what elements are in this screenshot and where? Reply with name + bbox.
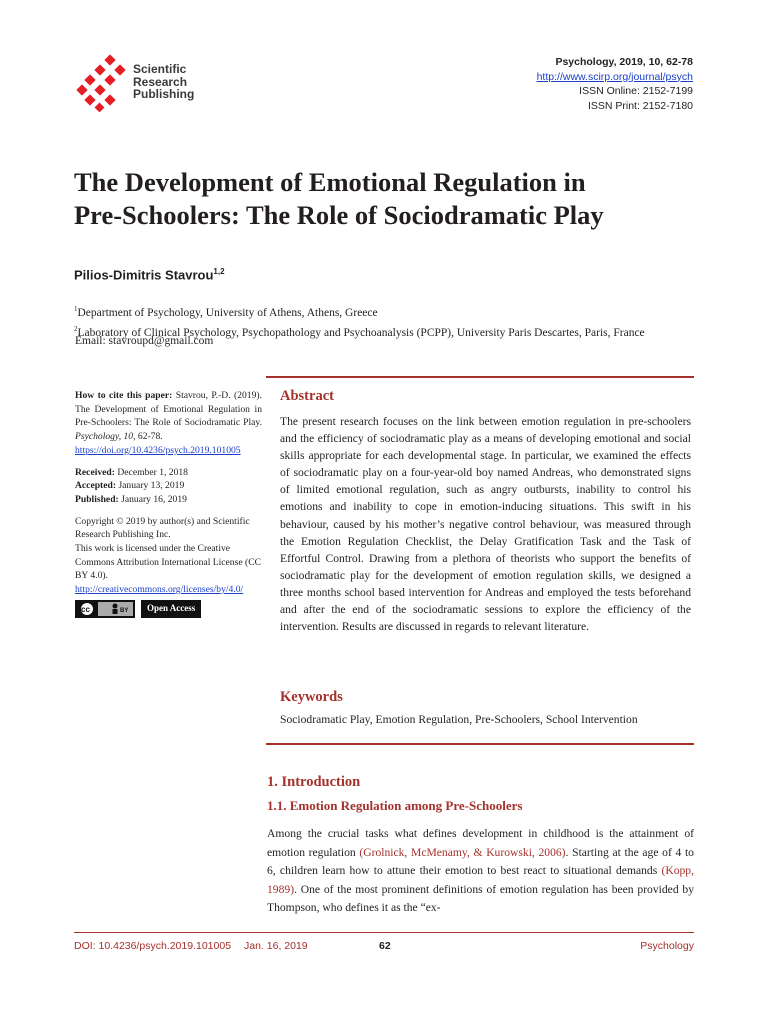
footer-doi: DOI: 10.4236/psych.2019.101005: [74, 940, 232, 952]
introduction-heading: 1. Introduction: [267, 774, 361, 790]
para-text-2: . Starting at the age of 4 to 6, children learn how to attune their emotion to best react to situational demands: [267, 845, 694, 878]
open-access-badge: Open Access: [141, 600, 201, 618]
keywords-body: Sociodramatic Play, Emotion Regulation, Pre-Schoolers, School Intervention: [280, 713, 638, 726]
accepted-value: January 13, 2019: [118, 480, 185, 492]
published-label: Published:: [75, 493, 119, 505]
page-number: 62: [379, 940, 391, 952]
author-affiliation-marks: 1,2: [213, 267, 225, 276]
paper-title-line-1: The Development of Emotional Regulation in: [74, 167, 586, 197]
author-email: Email: stavroupd@gmail.com: [75, 335, 214, 347]
journal-url-link[interactable]: http://www.scirp.org/journal/psych: [536, 70, 693, 83]
license-url-link[interactable]: http://creativecommons.org/licenses/by/4.0/: [75, 584, 244, 596]
introduction-paragraph: [267, 825, 694, 918]
affiliation-1: [74, 301, 645, 321]
cc-badge-text: cc: [81, 604, 90, 614]
publisher-line-2: Research: [133, 74, 188, 89]
citation-sidebar: [75, 389, 262, 618]
author-line: [74, 267, 225, 282]
cc-by-license-icon[interactable]: [75, 600, 135, 618]
journal-meta: [537, 55, 693, 113]
footer-rule: [74, 932, 694, 933]
published-date: [75, 493, 262, 507]
reference-grolnick-2006[interactable]: (Grolnick, McMenamy, & Kurowski, 2006): [359, 845, 566, 859]
affiliation-2-mark: 2: [74, 324, 78, 333]
abstract-heading: Abstract: [280, 388, 334, 404]
license-badges: [75, 600, 262, 618]
copyright-notice: Copyright © 2019 by author(s) and Scientific Research Publishing Inc.: [75, 515, 250, 541]
doi-link[interactable]: https://doi.org/10.4236/psych.2019.101005: [75, 444, 241, 456]
received-date: [75, 466, 262, 480]
publisher-name: [133, 63, 194, 101]
how-to-cite-journal: Psychology, 10,: [75, 431, 136, 443]
issn-print: ISSN Print: 2152-7180: [587, 99, 693, 112]
received-label: Received:: [75, 466, 115, 478]
publisher-logo-icon: [76, 54, 132, 112]
how-to-cite-label: How to cite this paper:: [75, 390, 173, 401]
publisher-line-1: Scientific: [133, 62, 187, 76]
issn-online: ISSN Online: 2152-7199: [579, 85, 693, 97]
published-value: January 16, 2019: [121, 493, 187, 505]
how-to-cite-text: Stavrou, P.-D. (2019). The Development of Emotional Regulation in Pre-Schoolers: The Role of Sociodramatic Play.: [75, 390, 262, 429]
reference-kopp-1989[interactable]: (Kopp, 1989): [267, 864, 694, 896]
accepted-date: [75, 479, 262, 493]
affiliation-1-text: Department of Psychology, University of Athens, Athens, Greece: [77, 306, 378, 319]
license-notice: This work is licensed under the Creative Commons Attribution International License (CC BY 4.0).: [75, 543, 261, 582]
footer-journal: Psychology: [640, 940, 694, 952]
cc-by-text: BY: [120, 607, 129, 614]
journal-citation: Psychology, 2019, 10, 62-78: [555, 56, 693, 68]
affiliation-2-text: Laboratory of Clinical Psychology, Psychopathology and Psychoanalysis (PCPP), University Paris Descartes, Paris, France: [77, 326, 645, 339]
paper-title-line-2: Pre-Schoolers: The Role of Sociodramatic Play: [74, 200, 604, 230]
abstract-top-rule: [266, 376, 694, 378]
section-1-1-heading: 1.1. Emotion Regulation among Pre-Schoolers: [267, 798, 523, 813]
para-text-1: Among the crucial tasks what defines development in childhood is the attainment of emotion regulation: [267, 827, 694, 859]
scirp-diamond-logo-icon: [76, 54, 132, 112]
footer-date: Jan. 16, 2019: [244, 940, 308, 952]
paper-title: [74, 166, 714, 232]
how-to-cite: [75, 389, 262, 444]
received-value: December 1, 2018: [117, 466, 188, 478]
how-to-cite-pages: 62-78.: [137, 431, 163, 443]
para-text-3: . One of the most prominent definitions of emotion regulation has been provided by Thompson, who defines it as the “ex-: [267, 882, 694, 915]
abstract-body: The present research focuses on the link between emotion regulation in pre-schoolers and the efficiency of sociodramatic play as a means of developing emotional and social skills appropriate for each developmental stage. In particular, we examined the effects of sociodramatic play on a four-year-old boy named Andreas, who demonstrated signs of limited emotional regulation, such as angry outbursts, inability to control his emotions and inability to cope in emotion-inducing situations. This swift in his behaviour, caused by his mother’s negative control behaviour, was measured through the Emotion Regulation Checklist, the Delay Gratification Task and the Task of Effortful Control. Drawing from a plethora of theorists who support the benefits of sociodramatic play for the development of emotion regulation skills, we designed a three months school based intervention for Andreas and employed the tests beforehand and after the end of the sociodramatic sessions to explore the efficiency of the intervention. Results are discussed in regards to relevant literature.: [280, 415, 691, 634]
keywords-heading: Keywords: [280, 689, 343, 705]
abstract-bottom-rule: [266, 743, 694, 745]
accepted-label: Accepted:: [75, 480, 117, 492]
publisher-line-3: Publishing: [133, 87, 195, 101]
affiliation-1-mark: 1: [74, 305, 78, 313]
author-name: Pilios-Dimitris Stavrou: [74, 267, 214, 283]
